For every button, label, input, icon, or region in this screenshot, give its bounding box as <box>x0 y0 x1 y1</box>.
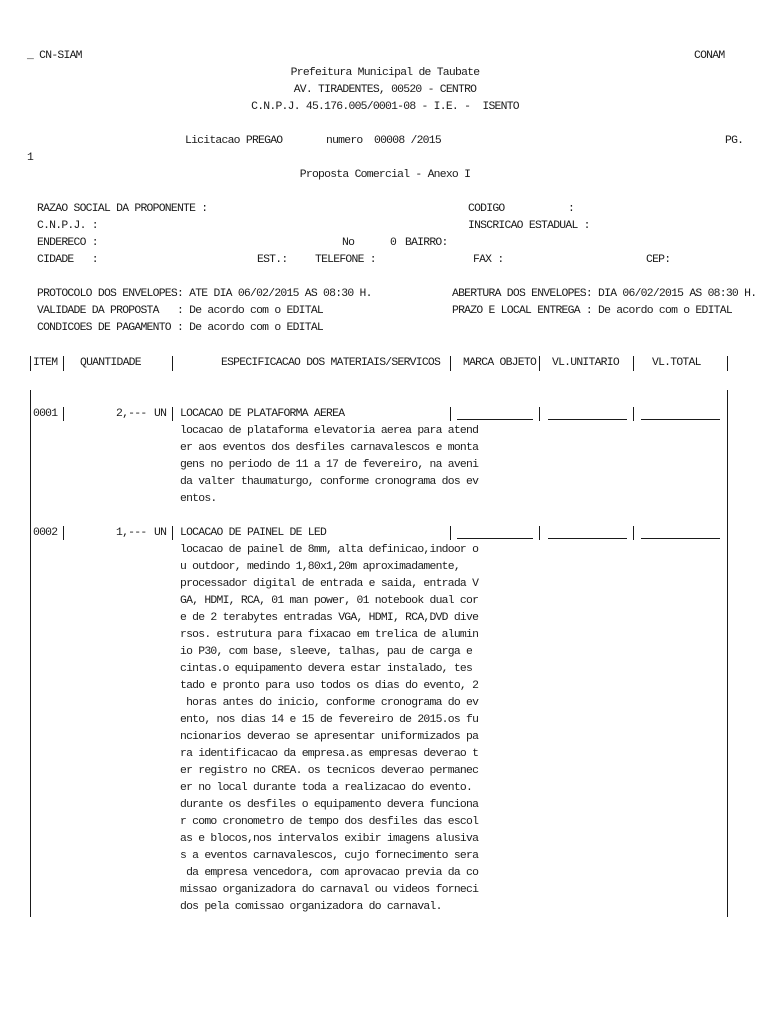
column-unitario-header: VL.UNITARIO <box>552 357 619 369</box>
header-divider <box>30 356 31 371</box>
number-value: 0 <box>390 237 397 249</box>
item-description-line: rsos. estrutura para fixacao em trelica de alumin <box>180 629 479 641</box>
column-quantidade-header: QUANTIDADE <box>80 357 141 369</box>
system-code-right: CONAM <box>694 50 725 62</box>
row-divider <box>450 407 451 421</box>
row-divider <box>172 407 173 421</box>
column-total-header: VL.TOTAL <box>652 357 701 369</box>
row-divider <box>633 407 634 421</box>
system-code-left: _ CN-SIAM <box>27 50 82 62</box>
item-description-line: u outdoor, medindo 1,80x1,20m aproximadamente, <box>180 561 460 573</box>
organization-name: Prefeitura Municipal de Taubate <box>290 67 480 79</box>
item-description-line: er aos eventos dos desfiles carnavalescos e monta <box>180 442 479 454</box>
validade-line: VALIDADE DA PROPOSTA : De acordo com o EDITAL <box>37 305 324 317</box>
marca-blank-field <box>457 538 533 539</box>
abertura-line: ABERTURA DOS ENVELOPES: DIA 06/02/2015 AS 08:30 H. <box>452 288 757 300</box>
numero-label: numero <box>326 135 363 147</box>
item-description-line: as e blocos,nos intervalos exibir imagens alusiva <box>180 833 479 845</box>
item-description-line: processador digital de entrada e saida, entrada V <box>180 578 479 590</box>
header-divider <box>633 356 634 371</box>
total-price-blank-field <box>641 538 720 539</box>
item-description-line: missao organizadora do carnaval ou videos forneci <box>180 884 479 896</box>
document-title: Proposta Comercial - Anexo I <box>299 169 471 181</box>
cidade-field: CIDADE : <box>37 254 98 266</box>
item-description-line: ncionarios deverao se apresentar uniformizados pa <box>180 731 479 743</box>
number-label: No <box>342 237 355 249</box>
item-description-line: er registro no CREA. os tecnicos deverao permanec <box>180 765 479 777</box>
column-item-header: ITEM <box>33 357 58 369</box>
header-divider <box>539 356 540 371</box>
cnpj-field: C.N.P.J. : <box>37 220 98 232</box>
item-description-line: entos. <box>180 493 217 505</box>
item-description-line: durante os desfiles o equipamento devera funciona <box>180 799 479 811</box>
licitacao-type: Licitacao PREGAO <box>185 135 283 147</box>
numero-value: 00008 /2015 <box>374 135 441 147</box>
unit-price-blank-field <box>548 419 627 420</box>
item-description-line: io P30, com base, sleeve, talhas, pau de carga e <box>180 646 473 658</box>
item-description-line: r como cronometro de tempo dos desfiles das escol <box>180 816 479 828</box>
pagamento-line: CONDICOES DE PAGAMENTO : De acordo com o EDITAL <box>37 322 324 334</box>
row-divider <box>539 407 540 421</box>
item-description-line: locacao de painel de 8mm, alta definicao,indoor o <box>180 544 479 556</box>
bairro-field: BAIRRO: <box>405 237 448 249</box>
codigo-label: CODIGO <box>468 203 505 215</box>
column-especificacao-header: ESPECIFICACAO DOS MATERIAIS/SERVICOS <box>221 357 441 369</box>
item-code: 0002 <box>33 527 58 539</box>
page-label: PG. <box>725 135 744 147</box>
header-divider <box>63 356 64 371</box>
row-divider <box>539 526 540 540</box>
row-divider <box>172 526 173 540</box>
item-description-line: gens no periodo de 11 a 17 de fevereiro, na aveni <box>180 459 479 471</box>
item-description-line: s a eventos carnavalescos, cujo fornecimento sera <box>180 850 479 862</box>
header-divider <box>172 356 173 371</box>
item-description-line: cintas.o equipamento devera estar instalado, tes <box>180 663 473 675</box>
total-price-blank-field <box>641 419 720 420</box>
column-marca-header: MARCA OBJETO <box>463 357 537 369</box>
item-title: LOCACAO DE PLATAFORMA AEREA <box>180 408 345 420</box>
row-divider <box>450 526 451 540</box>
item-description-line: dos pela comissao organizadora do carnaval. <box>180 901 442 913</box>
table-right-border <box>727 390 728 917</box>
fax-field: FAX : <box>473 254 504 266</box>
razao-social-field: RAZAO SOCIAL DA PROPONENTE : <box>37 203 208 215</box>
item-description-line: ra identificacao da empresa.as empresas deverao t <box>180 748 479 760</box>
telefone-field: TELEFONE : <box>315 254 376 266</box>
item-quantity: 2,--- <box>116 408 147 420</box>
prazo-line: PRAZO E LOCAL ENTREGA : De acordo com o EDITAL <box>452 305 732 317</box>
item-description-line: tado e pronto para uso todos os dias do evento, 2 <box>180 680 479 692</box>
item-description-line: er no local durante toda a realizacao do evento. <box>180 782 473 794</box>
item-description-line: GA, HDMI, RCA, 01 man power, 01 notebook dual cor <box>180 595 479 607</box>
item-description-line: ento, nos dias 14 e 15 de fevereiro de 2015.os fu <box>180 714 479 726</box>
inscricao-field: INSCRICAO ESTADUAL : <box>468 220 590 232</box>
item-quantity: 1,--- <box>116 527 147 539</box>
table-left-border <box>30 390 31 917</box>
row-divider <box>63 526 64 540</box>
item-description-line: locacao de plataforma elevatoria aerea para atend <box>180 425 479 437</box>
item-description-line: e de 2 terabytes entradas VGA, HDMI, RCA,DVD dive <box>180 612 479 624</box>
organization-address: AV. TIRADENTES, 00520 - CENTRO <box>293 84 477 96</box>
page-number: 1 <box>27 152 34 164</box>
cep-field: CEP: <box>646 254 671 266</box>
unit-price-blank-field <box>548 538 627 539</box>
codigo-colon: : <box>568 203 575 215</box>
estado-field: EST.: <box>257 254 288 266</box>
item-title: LOCACAO DE PAINEL DE LED <box>180 527 327 539</box>
row-divider <box>63 407 64 421</box>
item-unit: UN <box>154 408 167 420</box>
item-unit: UN <box>154 527 167 539</box>
item-description-line: horas antes do inicio, conforme cronograma do ev <box>180 697 479 709</box>
item-code: 0001 <box>33 408 58 420</box>
organization-cnpj: C.N.P.J. 45.176.005/0001-08 - I.E. - ISENTO <box>251 101 519 113</box>
item-description-line: da valter thaumaturgo, conforme cronograma dos ev <box>180 476 479 488</box>
header-divider <box>450 356 451 371</box>
protocolo-line: PROTOCOLO DOS ENVELOPES: ATE DIA 06/02/2015 AS 08:30 H. <box>37 288 372 300</box>
item-description-line: da empresa vencedora, com aprovacao previa da co <box>180 867 479 879</box>
endereco-field: ENDERECO : <box>37 237 98 249</box>
header-divider <box>727 356 728 371</box>
marca-blank-field <box>457 419 533 420</box>
row-divider <box>633 526 634 540</box>
